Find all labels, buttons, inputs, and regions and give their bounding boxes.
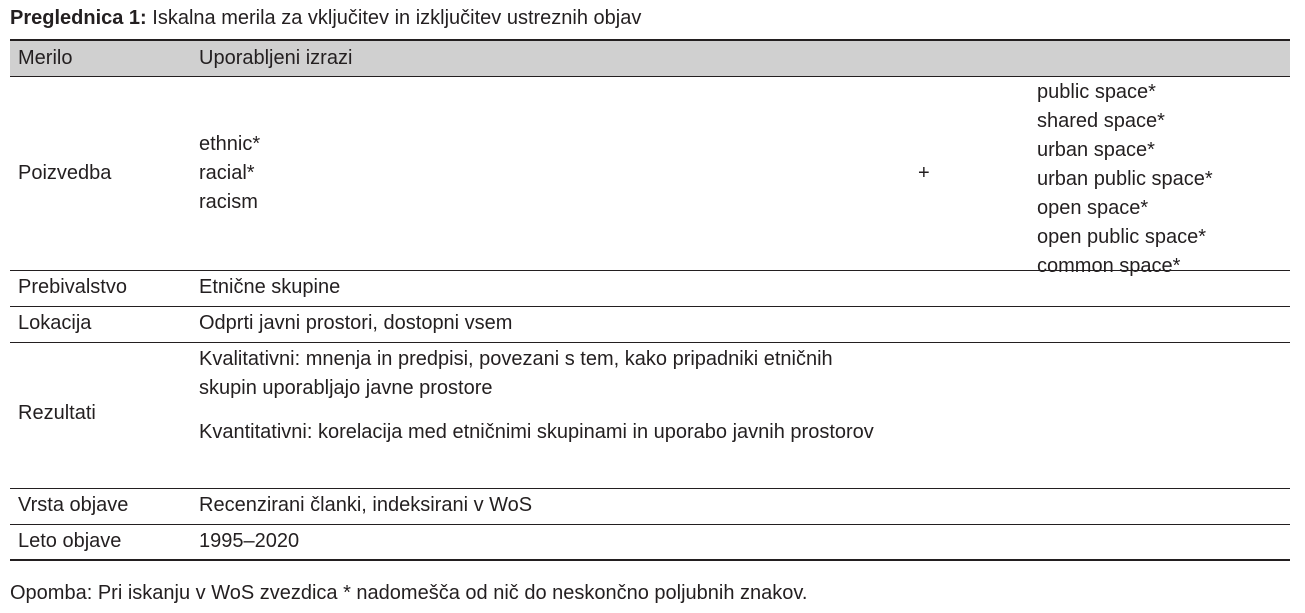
- query-term: open public space*: [1037, 226, 1207, 248]
- query-terms-right: [1037, 78, 1213, 281]
- table-header-row: [10, 41, 1290, 77]
- query-label: Poizvedba: [18, 162, 112, 184]
- location-value: Odprti javni prostori, dostopni vsem: [199, 312, 513, 334]
- publication-year-label: Leto objave: [18, 530, 122, 552]
- results-quantitative: Kvantitativni: korelacija med etničnimi skupinami in uporabo javnih prostorov: [199, 421, 874, 443]
- query-term: ethnic*: [199, 133, 261, 155]
- criteria-table: [10, 39, 1290, 561]
- query-term: urban space*: [1037, 139, 1155, 161]
- population-label: Prebivalstvo: [18, 276, 127, 298]
- table-footnote: Opomba: Pri iskanju v WoS zvezdica * nadomešča od nič do neskončno poljubnih znakov.: [10, 582, 808, 604]
- query-term: shared space*: [1037, 110, 1165, 132]
- table-row-location: [10, 307, 1290, 343]
- caption-text: Iskalna merila za vključitev in izključitev ustreznih objav: [146, 7, 642, 29]
- query-term: urban public space*: [1037, 168, 1213, 190]
- publication-type-value: Recenzirani članki, indeksirani v WoS: [199, 494, 533, 516]
- header-terms-used: Uporabljeni izrazi: [199, 47, 353, 69]
- query-term: open space*: [1037, 197, 1149, 219]
- header-criterion: Merilo: [18, 47, 73, 69]
- query-term: public space*: [1037, 81, 1156, 103]
- location-label: Lokacija: [18, 312, 92, 334]
- caption-label: Preglednica 1:: [10, 7, 147, 29]
- query-term: common space*: [1037, 255, 1181, 277]
- results-label: Rezultati: [18, 402, 96, 424]
- publication-year-value: 1995–2020: [199, 530, 300, 552]
- query-term: racism: [199, 191, 258, 213]
- table-row-publication-type: [10, 489, 1290, 525]
- population-value: Etnične skupine: [199, 276, 341, 298]
- results-qualitative: Kvalitativni: mnenja in predpisi, povezani s tem, kako pripadniki etničnih skupin uporabljajo javne prostore: [199, 348, 833, 399]
- table-caption: [10, 6, 641, 30]
- table-row-population: [10, 271, 1290, 307]
- table-row-results: [10, 343, 1290, 489]
- publication-type-label: Vrsta objave: [18, 494, 129, 516]
- query-term: racial*: [199, 162, 255, 184]
- table-row-publication-year: [10, 525, 1290, 561]
- table-row-query: [10, 77, 1290, 277]
- query-operator: +: [918, 162, 930, 184]
- query-terms-left: [199, 130, 260, 217]
